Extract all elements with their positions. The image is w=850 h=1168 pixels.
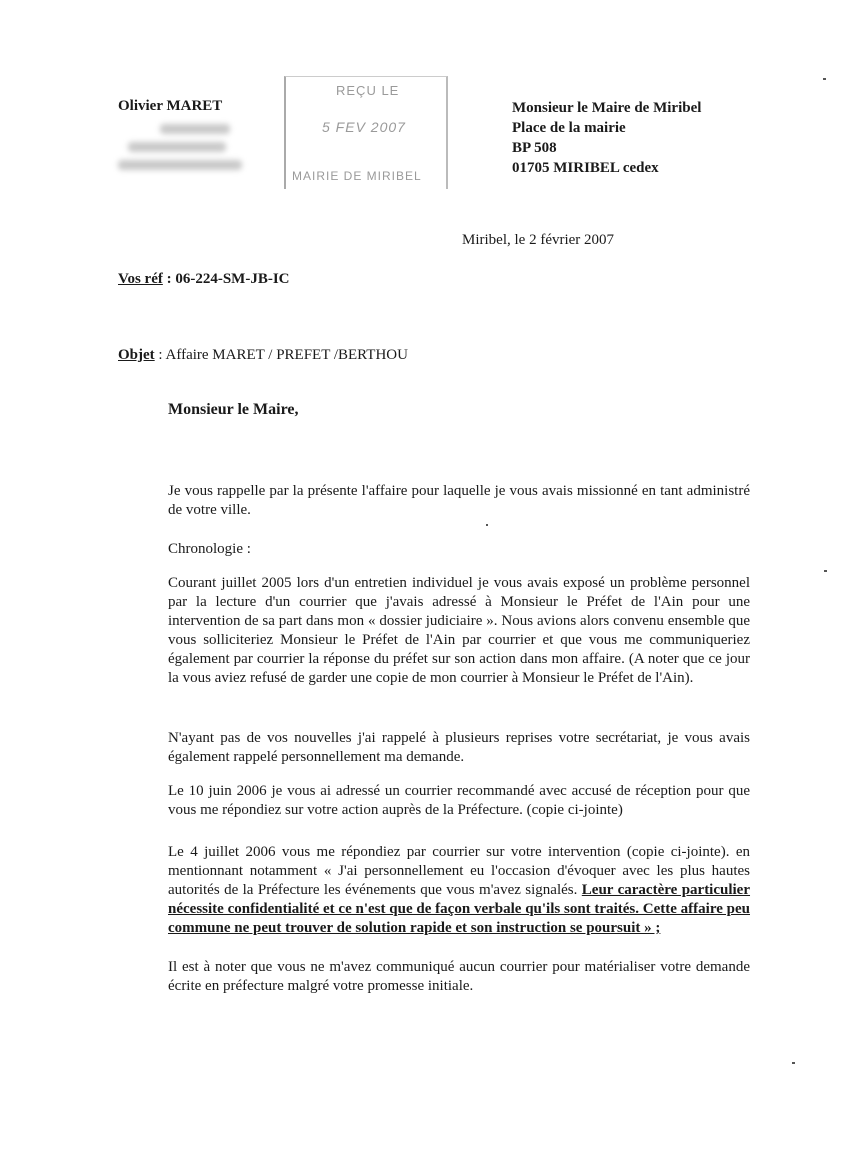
received-stamp: [284, 76, 448, 189]
recipient-line: Place de la mairie: [512, 120, 626, 136]
redacted-address-line: [160, 124, 230, 134]
paragraph-june-2006: Le 10 juin 2006 je vous ai adressé un courrier recommandé avec accusé de réception pour que vous me répondiez sur votre action auprès de la Préfecture. (copie ci-jointe): [168, 783, 750, 818]
object-line: [118, 347, 408, 364]
stamp-city: MAIRIE DE MIRIBEL: [292, 169, 422, 183]
scan-speck: [486, 524, 488, 526]
paragraph-july-2006: [168, 843, 750, 938]
paragraph-follow-up: N'ayant pas de vos nouvelles j'ai rappelé à plusieurs reprises votre secrétariat, je vous avais également rappelé personnellement ma demande.: [168, 730, 750, 765]
scan-speck: [823, 78, 826, 80]
paragraph-chronology-heading: Chronologie :: [168, 541, 251, 557]
quoted-emphasis: Leur caractère particulier nécessite confidentialité et ce n'est que de façon verbale qu'ils sont traités. Cette affaire peu commune ne peut trouver de solution rapide et son instruction se poursuit » ;: [168, 882, 751, 936]
recipient-address: [512, 98, 701, 178]
paragraph-july-2005: Courant juillet 2005 lors d'un entretien individuel je vous avais exposé un problème personnel par la lecture d'un courrier que j'avais adressé à Monsieur le Préfet de l'Ain pour une intervention de sa part dans mon « dossier judiciaire ». Nous avions alors convenu ensemble que vous solliciteriez Monsieur le Préfet de l'Ain par courrier et que vous me communiqueriez également par courrier la réponse du préfet sur son action dans mon affaire. (A noter que ce jour la vous aviez refusé de garder une copie de mon courrier à Monsieur le Préfet de l'Ain).: [168, 575, 750, 686]
scan-speck: [824, 570, 827, 572]
object-label: Objet: [118, 347, 155, 363]
paragraph-intro: Je vous rappelle par la présente l'affaire pour laquelle je vous avais missionné en tant administré de votre ville.: [168, 483, 750, 518]
paragraph-conclusion: Il est à noter que vous ne m'avez communiqué aucun courrier pour matérialiser votre demande écrite en préfecture malgré votre promesse initiale.: [168, 959, 750, 994]
reference-label: Vos réf: [118, 271, 163, 287]
redacted-address-line: [128, 142, 226, 152]
paragraph-july-2006-text: Le 4 juillet 2006 vous me répondiez par courrier sur votre intervention (copie ci-jointe). en mentionnant notamment « J'ai personnellement eu l'occasion d'évoquer avec les plus hautes autorités de la Préfecture les événements que vous m'avez signalés.: [168, 844, 750, 898]
stamp-received-label: REÇU LE: [336, 83, 400, 98]
scan-speck: [792, 1062, 795, 1064]
object-value: : Affaire MARET / PREFET /BERTHOU: [154, 347, 408, 363]
sender-name: Olivier MARET: [118, 98, 223, 114]
redacted-address-line: [118, 160, 242, 170]
reference-line: [118, 271, 290, 288]
recipient-line: 01705 MIRIBEL cedex: [512, 160, 659, 176]
recipient-line: Monsieur le Maire de Miribel: [512, 100, 702, 116]
salutation: Monsieur le Maire,: [168, 401, 299, 418]
reference-value: : 06-224-SM-JB-IC: [162, 271, 290, 287]
stamp-date: 5 FEV 2007: [322, 119, 406, 135]
letter-date: Miribel, le 2 février 2007: [462, 232, 615, 248]
recipient-line: BP 508: [512, 140, 557, 156]
